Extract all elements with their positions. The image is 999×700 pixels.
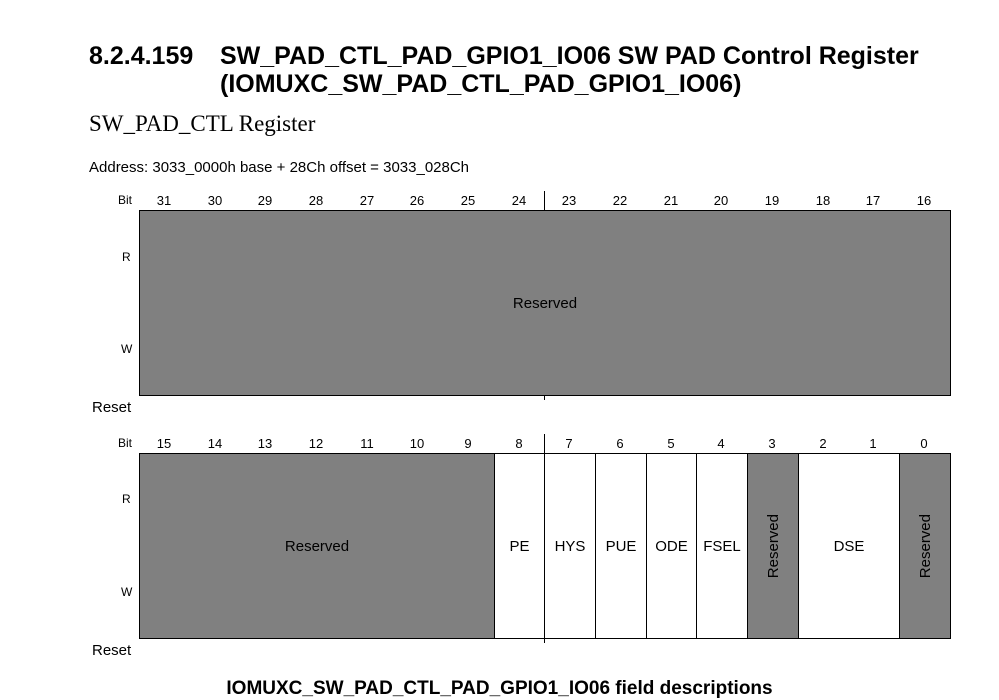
dse-field-label: DSE (833, 537, 865, 555)
upper-bit-number: 21 (663, 193, 679, 208)
register-address: Address: 3033_0000h base + 28Ch offset = 3033_028Ch (89, 159, 470, 176)
lower-bit-number: 5 (667, 436, 675, 451)
lower-read-label: R (122, 492, 131, 506)
lower-bit-number: 2 (819, 436, 827, 451)
upper-bit-number: 27 (359, 193, 375, 208)
hys-field (544, 453, 596, 639)
section-title-line2: (IOMUXC_SW_PAD_CTL_PAD_GPIO1_IO06) (220, 70, 742, 98)
lower-bit-number: 4 (717, 436, 725, 451)
ode-field (646, 453, 697, 639)
upper-bit-number: 28 (308, 193, 324, 208)
upper-bit-number: 31 (156, 193, 172, 208)
lower-bit-number: 1 (869, 436, 877, 451)
hys-field-label: HYS (554, 537, 586, 555)
upper-bit-label: Bit (118, 193, 133, 207)
reserved-bit0-label: Reserved (916, 513, 934, 579)
upper-bit-number: 29 (257, 193, 273, 208)
dse-field (798, 453, 900, 639)
upper-bit-number: 26 (409, 193, 425, 208)
lower-reserved-field (139, 453, 495, 639)
fsel-field (696, 453, 748, 639)
lower-bit-number: 8 (515, 436, 523, 451)
upper-bit-number: 19 (764, 193, 780, 208)
lower-bit-number: 14 (207, 436, 223, 451)
upper-bit-number: 20 (713, 193, 729, 208)
section-heading (89, 42, 919, 98)
fsel-field-label: FSEL (703, 537, 741, 555)
lower-write-label: W (121, 585, 133, 599)
upper-bit-number: 30 (207, 193, 223, 208)
upper-bit-number: 17 (865, 193, 881, 208)
section-title-line1: SW_PAD_CTL_PAD_GPIO1_IO06 SW PAD Control Register (220, 42, 919, 70)
upper-reserved-field (139, 210, 951, 396)
ode-field-label: ODE (655, 537, 688, 555)
lower-bit-number: 0 (920, 436, 928, 451)
reserved-bit3-field (747, 453, 799, 639)
lower-bit-number: 13 (257, 436, 273, 451)
lower-bit-number: 3 (768, 436, 776, 451)
lower-bit-number: 11 (360, 436, 374, 451)
upper-read-label: R (122, 250, 131, 264)
register-name: SW_PAD_CTL Register (89, 111, 316, 136)
upper-bit-number: 25 (460, 193, 476, 208)
lower-reset-label: Reset (92, 642, 132, 659)
lower-bit-number: 15 (156, 436, 172, 451)
lower-bit-number: 7 (565, 436, 573, 451)
lower-bit-number: 12 (308, 436, 324, 451)
upper-bit-number: 18 (815, 193, 831, 208)
upper-reserved-label: Reserved (512, 294, 578, 312)
pe-field (494, 453, 545, 639)
upper-reset-label: Reset (92, 399, 132, 416)
lower-reserved-label: Reserved (284, 537, 350, 555)
upper-bit-number: 22 (612, 193, 628, 208)
reserved-bit0-field (899, 453, 951, 639)
upper-write-label: W (121, 342, 133, 356)
pue-field (595, 453, 647, 639)
upper-bit-number: 16 (916, 193, 932, 208)
lower-bit-number: 9 (464, 436, 472, 451)
upper-bit-number: 24 (511, 193, 527, 208)
upper-bit-number: 23 (561, 193, 577, 208)
half-word-divider (544, 434, 545, 453)
pue-field-label: PUE (605, 537, 637, 555)
lower-bit-label: Bit (118, 436, 133, 450)
section-number: 8.2.4.159 (89, 42, 194, 70)
reserved-bit3-label: Reserved (764, 513, 782, 579)
lower-bit-number: 6 (616, 436, 624, 451)
pe-field-label: PE (509, 537, 530, 555)
field-descriptions-title: IOMUXC_SW_PAD_CTL_PAD_GPIO1_IO06 field descriptions (226, 678, 773, 699)
half-word-divider (544, 191, 545, 210)
lower-bit-number: 10 (409, 436, 425, 451)
